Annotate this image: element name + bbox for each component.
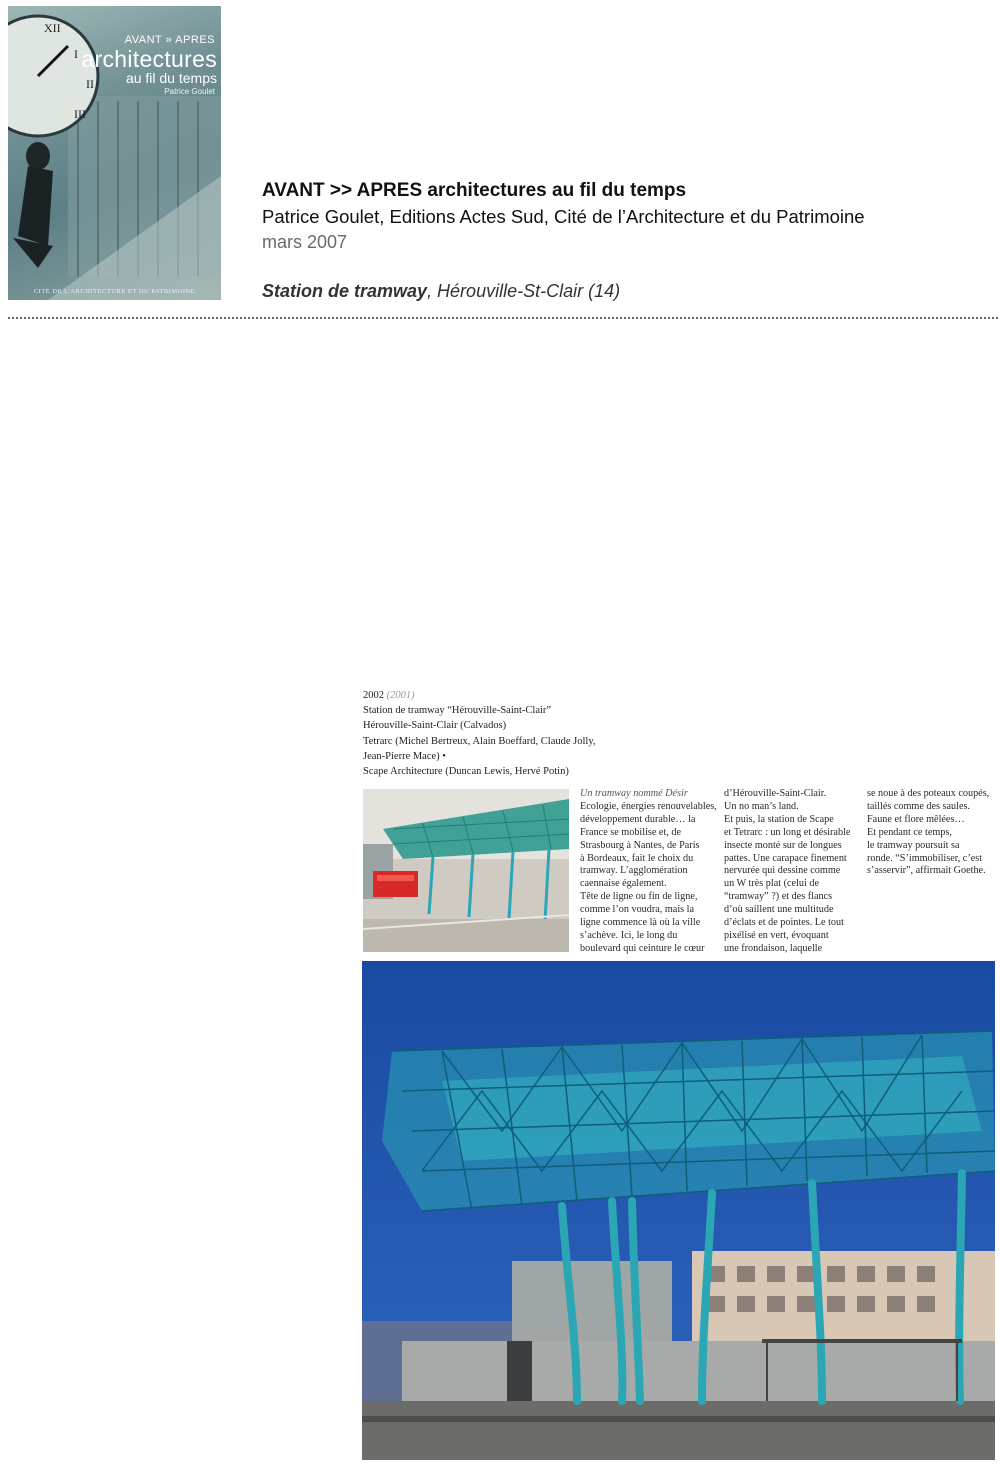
svg-text:XII: XII xyxy=(44,21,61,35)
cover-author: Patrice Goulet xyxy=(164,87,215,96)
cover-subtitle: au fil du temps xyxy=(125,70,217,86)
station-photo-small xyxy=(363,789,569,952)
station-photo-large xyxy=(362,961,995,1460)
article-lead: Un tramway nommé Désir xyxy=(580,788,688,799)
article-year-row xyxy=(363,688,693,703)
dotted-divider xyxy=(8,317,998,319)
article-year-alt: (2001) xyxy=(386,690,415,701)
caption-line: Hérouville-Saint-Clair (Calvados) xyxy=(363,720,507,732)
article-column-3: se noue à des poteaux coupés, taillés comme des saules. Faune et flore mêlées… Et pendant ce temps, le tramway poursuit sa ronde. “S’immobiliser, c’est s’asservir”, affirmait Goethe. xyxy=(867,788,990,877)
cover-publisher: CITÉ DE L'ARCHITECTURE ET DU PATRIMOINE xyxy=(33,288,196,295)
caption-line: Scape Architecture (Duncan Lewis, Hervé Potin) xyxy=(363,766,569,778)
cover-title: architectures xyxy=(81,46,217,72)
caption-line: Jean-Pierre Mace) • xyxy=(363,750,446,762)
article-year: 2002 xyxy=(363,690,384,701)
book-title xyxy=(262,180,686,202)
featured-work-title: Station de tramway xyxy=(262,281,428,301)
book-title-bold: AVANT >> APRES xyxy=(262,180,423,201)
book-title-rest: architectures au fil du temps xyxy=(422,180,687,201)
caption-line: Station de tramway “Hérouville-Saint-Clair” xyxy=(363,705,552,717)
featured-work-location: , Hérouville-St-Clair (14) xyxy=(427,281,621,301)
article-caption xyxy=(363,688,693,779)
caption-line: Tetrarc (Michel Bertreux, Alain Boeffard, Claude Jolly, xyxy=(363,735,596,747)
svg-text:III: III xyxy=(74,107,86,121)
svg-text:II: II xyxy=(86,77,94,91)
publisher-line: Patrice Goulet, Editions Actes Sud, Cité de l’Architecture et du Patrimoine xyxy=(262,206,865,227)
featured-work xyxy=(262,281,620,302)
svg-text:I: I xyxy=(74,47,78,61)
article-column-2: d’Hérouville-Saint-Clair. Un no man’s land. Et puis, la station de Scape et Tetrarc : un long et désirable insecte monté sur de longues pattes. Une carapace finement nervurée qui dessine comme un W très plat (celui de “tramway” ?) et des flancs d’où saillent une multitude d’éclats et de pointes. Le tout pixélisé en vert, évoquant une frondaison, laquelle xyxy=(724,788,851,954)
book-cover-image xyxy=(8,6,221,300)
publication-date: mars 2007 xyxy=(262,232,348,252)
article-column-1-text: Ecologie, énergies renouvelables, développement durable… la France se mobilise et, de Strasbourg à Nantes, de Paris à Bordeaux, fait le choix du tramway. L’agglomération caennaise également. Tête de ligne ou fin de ligne, comme l’on voudra, mais la ligne commence là où la ville s’achève. Ici, le long du boulevard qui ceinture le cœur xyxy=(580,800,717,954)
article-column-1 xyxy=(580,788,722,956)
cover-series-label: AVANT » APRES xyxy=(124,34,215,46)
